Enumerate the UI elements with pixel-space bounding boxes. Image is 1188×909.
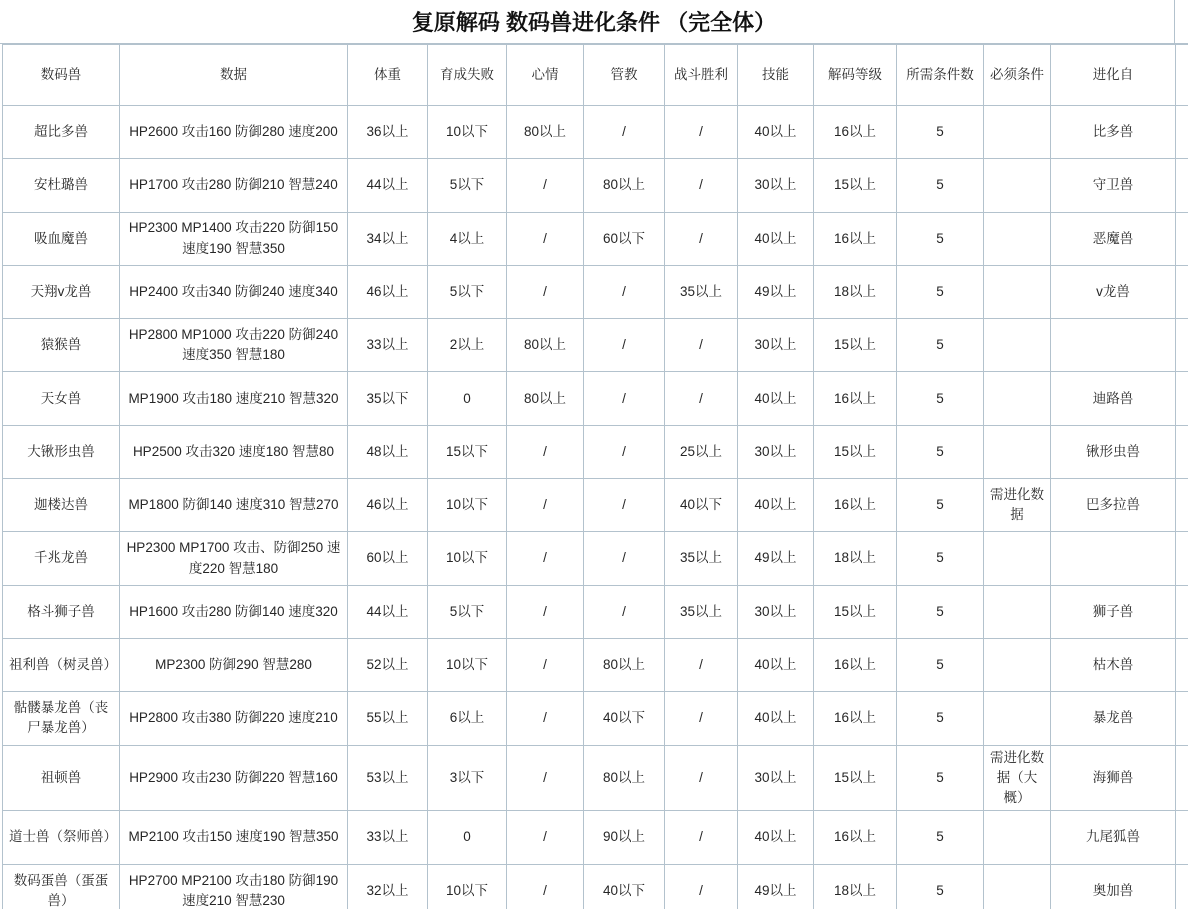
table-cell: 90以上 bbox=[584, 811, 665, 864]
table-cell: 15以上 bbox=[814, 425, 897, 478]
column-header: 所需条件数 bbox=[897, 45, 984, 106]
column-header: 解码等级 bbox=[814, 45, 897, 106]
table-cell: 暴龙兽 bbox=[1051, 692, 1176, 745]
table-row bbox=[3, 425, 1188, 478]
table-cell: 46以上 bbox=[348, 265, 428, 318]
table-cell: 40以下 bbox=[665, 479, 738, 532]
table-cell: v龙兽 bbox=[1051, 265, 1176, 318]
table-cell: 祖顿兽 bbox=[3, 745, 120, 811]
table-cell: / bbox=[507, 692, 584, 745]
table-cell: MP2100 攻击150 速度190 智慧350 bbox=[120, 811, 348, 864]
table-cell: 九尾狐兽 bbox=[1051, 811, 1176, 864]
table-cell: HP2400 攻击340 防御240 速度340 bbox=[120, 265, 348, 318]
table-cell: 48以上 bbox=[348, 425, 428, 478]
table-cell: / bbox=[584, 106, 665, 159]
table-cell: 15以上 bbox=[814, 585, 897, 638]
table-cell: 16以上 bbox=[814, 692, 897, 745]
table-cell: / bbox=[665, 745, 738, 811]
table-cell: / bbox=[507, 425, 584, 478]
table-cell: 18以上 bbox=[814, 265, 897, 318]
table-cell: 35以下 bbox=[348, 372, 428, 425]
table-cell: / bbox=[665, 864, 738, 909]
table-cell: 18以上 bbox=[814, 532, 897, 585]
table-cell: 5 bbox=[897, 532, 984, 585]
table-cell bbox=[984, 106, 1051, 159]
table-cell: 5 bbox=[897, 585, 984, 638]
table-cell: 0 bbox=[428, 811, 507, 864]
table-cell bbox=[984, 585, 1051, 638]
table-cell: 5 bbox=[897, 638, 984, 691]
table-cell: 49以上 bbox=[738, 265, 814, 318]
table-cell: 33以上 bbox=[348, 319, 428, 372]
table-cell: 格斗狮子兽 bbox=[3, 585, 120, 638]
table-row bbox=[3, 811, 1188, 864]
table-cell: 10以下 bbox=[428, 864, 507, 909]
table-cell bbox=[984, 319, 1051, 372]
table-cell: / bbox=[507, 585, 584, 638]
table-cell: 16以上 bbox=[814, 638, 897, 691]
evolution-table bbox=[2, 44, 1188, 909]
table-cell: / bbox=[584, 479, 665, 532]
table-cell bbox=[1051, 319, 1176, 372]
sheet-right-gridline bbox=[1174, 0, 1175, 44]
table-row bbox=[3, 265, 1188, 318]
table-cell: 0 bbox=[428, 372, 507, 425]
table-cell: 5 bbox=[897, 265, 984, 318]
table-cell: 10以下 bbox=[428, 532, 507, 585]
clipped-column-cell bbox=[1176, 212, 1188, 265]
table-cell: / bbox=[665, 638, 738, 691]
table-cell: 30以上 bbox=[738, 585, 814, 638]
table-row bbox=[3, 638, 1188, 691]
table-cell: 40以上 bbox=[738, 692, 814, 745]
table-cell: 吸血魔兽 bbox=[3, 212, 120, 265]
table-cell: 35以上 bbox=[665, 585, 738, 638]
table-cell: 3以下 bbox=[428, 745, 507, 811]
clipped-column-cell bbox=[1176, 864, 1188, 909]
table-cell: 80以上 bbox=[584, 159, 665, 212]
clipped-column-cell bbox=[1176, 159, 1188, 212]
table-cell: 比多兽 bbox=[1051, 106, 1176, 159]
table-cell: / bbox=[507, 265, 584, 318]
table-cell: 需进化数据（大概） bbox=[984, 745, 1051, 811]
table-cell: / bbox=[665, 319, 738, 372]
column-header: 技能 bbox=[738, 45, 814, 106]
table-cell bbox=[984, 638, 1051, 691]
table-cell: 32以上 bbox=[348, 864, 428, 909]
table-cell: 奥加兽 bbox=[1051, 864, 1176, 909]
table-cell: 锹形虫兽 bbox=[1051, 425, 1176, 478]
table-row bbox=[3, 692, 1188, 745]
table-cell: HP2700 MP2100 攻击180 防御190 速度210 智慧230 bbox=[120, 864, 348, 909]
table-cell: 天翔v龙兽 bbox=[3, 265, 120, 318]
table-cell: MP1900 攻击180 速度210 智慧320 bbox=[120, 372, 348, 425]
table-cell: 25以上 bbox=[665, 425, 738, 478]
table-cell: 恶魔兽 bbox=[1051, 212, 1176, 265]
table-cell: / bbox=[507, 811, 584, 864]
table-cell: / bbox=[665, 811, 738, 864]
table-cell: 2以上 bbox=[428, 319, 507, 372]
table-cell: 80以上 bbox=[507, 372, 584, 425]
table-cell: / bbox=[507, 864, 584, 909]
table-cell bbox=[984, 864, 1051, 909]
page-title: 复原解码 数码兽进化条件 （完全体） bbox=[0, 0, 1188, 44]
header-row bbox=[3, 45, 1188, 106]
table-cell: 53以上 bbox=[348, 745, 428, 811]
clipped-column-cell bbox=[1176, 265, 1188, 318]
table-cell: 15以上 bbox=[814, 319, 897, 372]
table-cell bbox=[984, 372, 1051, 425]
table-cell: 4以上 bbox=[428, 212, 507, 265]
column-header: 体重 bbox=[348, 45, 428, 106]
table-cell: 60以上 bbox=[348, 532, 428, 585]
table-cell: 5 bbox=[897, 319, 984, 372]
table-cell: 16以上 bbox=[814, 106, 897, 159]
table-cell: 34以上 bbox=[348, 212, 428, 265]
table-cell: 80以上 bbox=[507, 106, 584, 159]
table-cell: 狮子兽 bbox=[1051, 585, 1176, 638]
table-cell: 40以上 bbox=[738, 479, 814, 532]
table-cell: 骷髅暴龙兽（丧尸暴龙兽） bbox=[3, 692, 120, 745]
table-row bbox=[3, 106, 1188, 159]
table-cell: 5 bbox=[897, 212, 984, 265]
table-cell: 15以下 bbox=[428, 425, 507, 478]
table-cell: 40以上 bbox=[738, 811, 814, 864]
column-header: 数码兽 bbox=[3, 45, 120, 106]
table-cell: / bbox=[507, 479, 584, 532]
table-cell: 海狮兽 bbox=[1051, 745, 1176, 811]
table-cell: / bbox=[584, 532, 665, 585]
column-header: 战斗胜利 bbox=[665, 45, 738, 106]
table-cell: 数码蛋兽（蛋蛋兽） bbox=[3, 864, 120, 909]
table-cell: 46以上 bbox=[348, 479, 428, 532]
table-cell: HP1600 攻击280 防御140 速度320 bbox=[120, 585, 348, 638]
table-cell: 30以上 bbox=[738, 159, 814, 212]
table-row bbox=[3, 159, 1188, 212]
table-cell: 49以上 bbox=[738, 532, 814, 585]
table-cell: / bbox=[507, 745, 584, 811]
table-cell: 5 bbox=[897, 372, 984, 425]
table-cell: 10以下 bbox=[428, 479, 507, 532]
table-cell: 40以上 bbox=[738, 212, 814, 265]
clipped-column-cell bbox=[1176, 811, 1188, 864]
table-cell bbox=[984, 425, 1051, 478]
clipped-column-cell bbox=[1176, 692, 1188, 745]
column-header: 进化自 bbox=[1051, 45, 1176, 106]
table-cell: 迪路兽 bbox=[1051, 372, 1176, 425]
table-cell: 5 bbox=[897, 159, 984, 212]
table-cell: 守卫兽 bbox=[1051, 159, 1176, 212]
table-cell: 15以上 bbox=[814, 745, 897, 811]
table-cell: / bbox=[584, 585, 665, 638]
table-row bbox=[3, 532, 1188, 585]
table-cell: / bbox=[507, 638, 584, 691]
table-cell: 安杜璐兽 bbox=[3, 159, 120, 212]
table-cell: 5 bbox=[897, 864, 984, 909]
table-row bbox=[3, 372, 1188, 425]
table-cell: 5 bbox=[897, 106, 984, 159]
column-header: 必须条件 bbox=[984, 45, 1051, 106]
table-cell: 16以上 bbox=[814, 212, 897, 265]
table-cell: 35以上 bbox=[665, 265, 738, 318]
table-cell: HP2800 MP1000 攻击220 防御240 速度350 智慧180 bbox=[120, 319, 348, 372]
column-header: 管教 bbox=[584, 45, 665, 106]
column-header: 育成失败 bbox=[428, 45, 507, 106]
table-cell: 15以上 bbox=[814, 159, 897, 212]
table-cell: 80以上 bbox=[584, 638, 665, 691]
table-cell: 枯木兽 bbox=[1051, 638, 1176, 691]
clipped-column-cell bbox=[1176, 45, 1188, 106]
table-cell: 80以上 bbox=[584, 745, 665, 811]
table-cell: 猿猴兽 bbox=[3, 319, 120, 372]
table-cell bbox=[1051, 532, 1176, 585]
table-cell bbox=[984, 159, 1051, 212]
table-cell bbox=[984, 811, 1051, 864]
table-cell: / bbox=[584, 372, 665, 425]
table-cell: 35以上 bbox=[665, 532, 738, 585]
table-cell bbox=[984, 265, 1051, 318]
table-cell: 5以下 bbox=[428, 585, 507, 638]
table-cell: 16以上 bbox=[814, 811, 897, 864]
table-cell: 10以下 bbox=[428, 638, 507, 691]
table-cell: HP2300 MP1400 攻击220 防御150 速度190 智慧350 bbox=[120, 212, 348, 265]
table-row bbox=[3, 585, 1188, 638]
table-cell: 祖利兽（树灵兽） bbox=[3, 638, 120, 691]
table-row bbox=[3, 212, 1188, 265]
table-cell: 千兆龙兽 bbox=[3, 532, 120, 585]
table-header bbox=[3, 45, 1188, 106]
table-cell: 需进化数据 bbox=[984, 479, 1051, 532]
clipped-column-cell bbox=[1176, 372, 1188, 425]
table-cell: 80以上 bbox=[507, 319, 584, 372]
table-cell: 16以上 bbox=[814, 479, 897, 532]
table-cell: 5 bbox=[897, 479, 984, 532]
table-cell: 33以上 bbox=[348, 811, 428, 864]
table-cell: 5以下 bbox=[428, 159, 507, 212]
table-cell bbox=[984, 692, 1051, 745]
table-cell: / bbox=[584, 265, 665, 318]
table-cell: 36以上 bbox=[348, 106, 428, 159]
table-cell: 49以上 bbox=[738, 864, 814, 909]
table-cell: 18以上 bbox=[814, 864, 897, 909]
table-cell: 44以上 bbox=[348, 159, 428, 212]
table-row bbox=[3, 745, 1188, 811]
table-cell: 30以上 bbox=[738, 745, 814, 811]
table-cell: / bbox=[665, 106, 738, 159]
table-cell: 5 bbox=[897, 811, 984, 864]
table-cell: 巴多拉兽 bbox=[1051, 479, 1176, 532]
table-cell: 5 bbox=[897, 425, 984, 478]
table-cell: 超比多兽 bbox=[3, 106, 120, 159]
table-cell: HP2500 攻击320 速度180 智慧80 bbox=[120, 425, 348, 478]
table-cell: 52以上 bbox=[348, 638, 428, 691]
table-cell: 道士兽（祭师兽） bbox=[3, 811, 120, 864]
table-cell: / bbox=[665, 692, 738, 745]
table-cell bbox=[984, 532, 1051, 585]
table-cell: / bbox=[665, 372, 738, 425]
clipped-column-cell bbox=[1176, 532, 1188, 585]
clipped-column-cell bbox=[1176, 319, 1188, 372]
table-cell: 40以下 bbox=[584, 864, 665, 909]
table-cell: 40以上 bbox=[738, 638, 814, 691]
table-cell: 60以下 bbox=[584, 212, 665, 265]
table-cell: 44以上 bbox=[348, 585, 428, 638]
column-header: 心情 bbox=[507, 45, 584, 106]
table-cell: MP1800 防御140 速度310 智慧270 bbox=[120, 479, 348, 532]
table-cell: / bbox=[507, 159, 584, 212]
table-cell: / bbox=[665, 212, 738, 265]
table-cell: 迦楼达兽 bbox=[3, 479, 120, 532]
clipped-column-cell bbox=[1176, 585, 1188, 638]
table-cell: 40以上 bbox=[738, 372, 814, 425]
table-cell: / bbox=[507, 212, 584, 265]
table-cell: HP2900 攻击230 防御220 智慧160 bbox=[120, 745, 348, 811]
table-cell: 30以上 bbox=[738, 425, 814, 478]
table-row bbox=[3, 864, 1188, 909]
table-cell: MP2300 防御290 智慧280 bbox=[120, 638, 348, 691]
table-cell: 天女兽 bbox=[3, 372, 120, 425]
clipped-column-cell bbox=[1176, 106, 1188, 159]
table-cell bbox=[984, 212, 1051, 265]
column-header: 数据 bbox=[120, 45, 348, 106]
table-cell: HP2800 攻击380 防御220 速度210 bbox=[120, 692, 348, 745]
table-cell: HP1700 攻击280 防御210 智慧240 bbox=[120, 159, 348, 212]
table-cell: / bbox=[584, 319, 665, 372]
clipped-column-cell bbox=[1176, 638, 1188, 691]
table-cell: HP2600 攻击160 防御280 速度200 bbox=[120, 106, 348, 159]
table-cell: 5 bbox=[897, 692, 984, 745]
table-cell: 5 bbox=[897, 745, 984, 811]
table-cell: 40以上 bbox=[738, 106, 814, 159]
clipped-column-cell bbox=[1176, 479, 1188, 532]
table-cell: / bbox=[584, 425, 665, 478]
table-cell: 30以上 bbox=[738, 319, 814, 372]
table-cell: 16以上 bbox=[814, 372, 897, 425]
table-cell: HP2300 MP1700 攻击、防御250 速度220 智慧180 bbox=[120, 532, 348, 585]
clipped-column-cell bbox=[1176, 745, 1188, 811]
table-cell: / bbox=[507, 532, 584, 585]
table-row bbox=[3, 479, 1188, 532]
clipped-column-cell bbox=[1176, 425, 1188, 478]
table-row bbox=[3, 319, 1188, 372]
table-cell: 5以下 bbox=[428, 265, 507, 318]
table-cell: 55以上 bbox=[348, 692, 428, 745]
table-cell: 6以上 bbox=[428, 692, 507, 745]
table-cell: 大锹形虫兽 bbox=[3, 425, 120, 478]
table-cell: 40以下 bbox=[584, 692, 665, 745]
table-cell: 10以下 bbox=[428, 106, 507, 159]
table-cell: / bbox=[665, 159, 738, 212]
